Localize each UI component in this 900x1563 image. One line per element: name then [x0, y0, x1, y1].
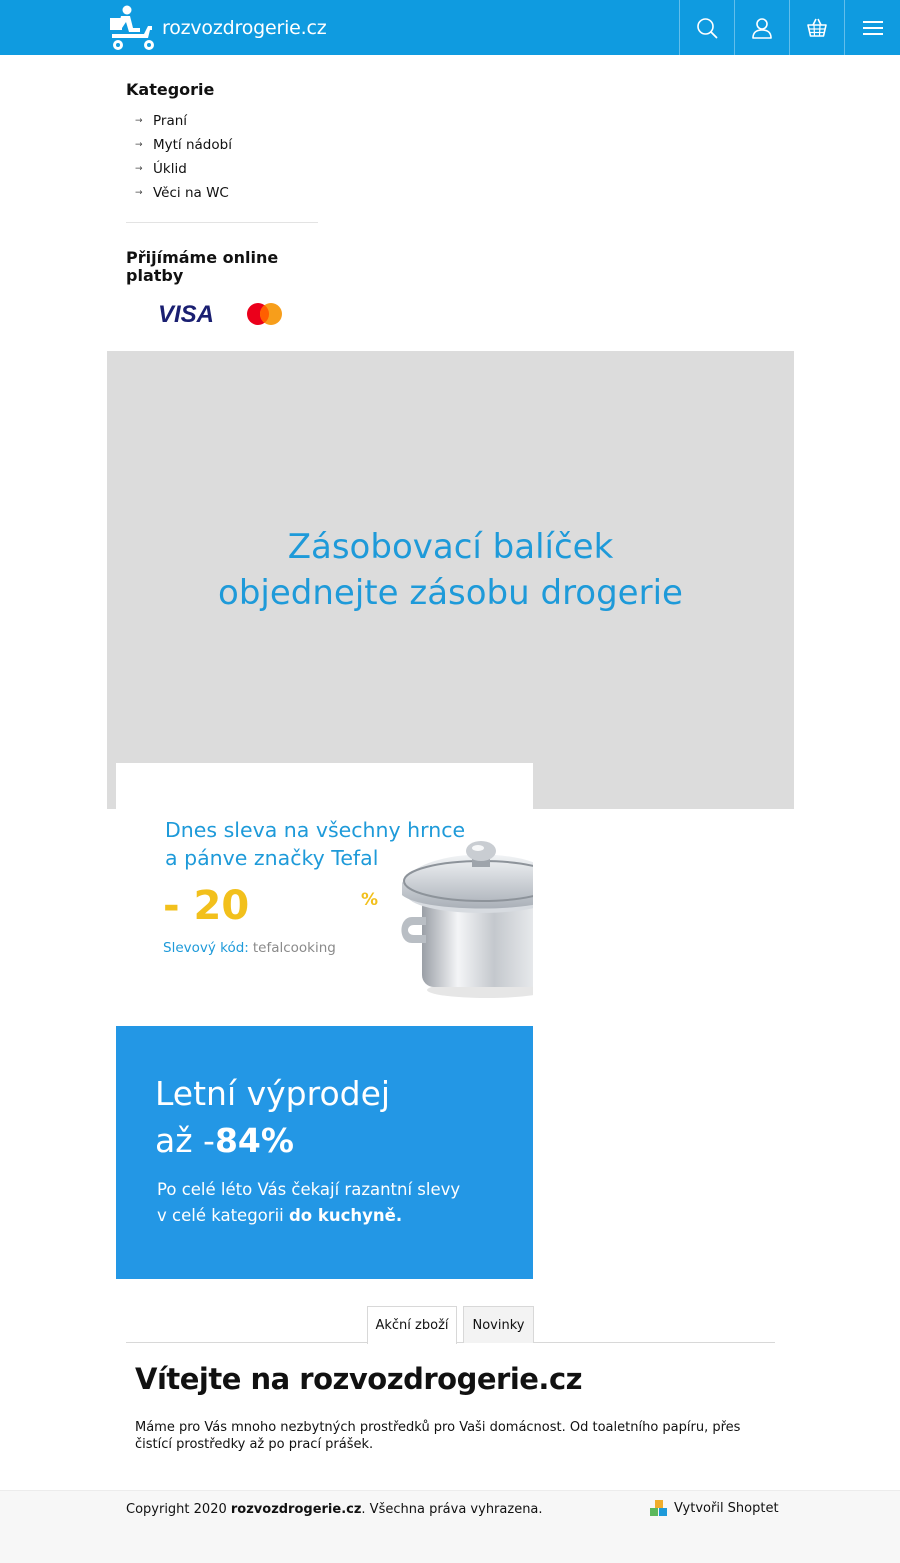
- summer-text-line2: [157, 1206, 402, 1225]
- copyright-prefix: Copyright 2020: [126, 1502, 231, 1517]
- delivery-scooter-logo-icon: [108, 4, 158, 52]
- search-icon: [696, 17, 718, 39]
- site-logo[interactable]: [108, 4, 327, 52]
- hero-subtitle: objednejte zásobu drogerie: [218, 573, 683, 613]
- copyright-suffix: . Všechna práva vyhrazena.: [361, 1502, 543, 1517]
- arrow-right-icon: →: [135, 140, 143, 150]
- mastercard-logo: [245, 302, 285, 326]
- tab-novinky[interactable]: Novinky: [463, 1306, 534, 1343]
- tefal-discount-code: [163, 940, 336, 956]
- copyright: [126, 1502, 543, 1517]
- tefal-promo-banner[interactable]: [116, 763, 533, 999]
- category-item-myti-nadobi[interactable]: [126, 133, 318, 157]
- welcome-title: Vítejte na rozvozdrogerie.cz: [135, 1362, 583, 1396]
- copyright-site: rozvozdrogerie.cz: [230, 1502, 362, 1517]
- tefal-discount: - 20: [163, 883, 250, 929]
- category-label: Věci na WC: [153, 185, 229, 201]
- summer-text-prefix: v celé kategorii: [157, 1206, 289, 1225]
- summer-title-line2: [155, 1121, 294, 1160]
- svg-text:VISA: VISA: [158, 302, 215, 324]
- hero-title: Zásobovací balíček: [287, 527, 614, 567]
- sidebar-divider: [126, 222, 318, 223]
- summer-title-line1: Letní výprodej: [155, 1074, 391, 1113]
- payment-logos: [126, 297, 318, 327]
- categories-title: Kategorie: [126, 80, 215, 99]
- summer-sale-banner[interactable]: [116, 1026, 533, 1279]
- payments-title: Přijímáme online platby: [126, 248, 279, 285]
- category-item-veci-na-wc[interactable]: [126, 181, 318, 205]
- category-label: Mytí nádobí: [153, 137, 232, 153]
- category-item-prani[interactable]: [126, 109, 318, 133]
- category-list: [126, 109, 318, 205]
- shoptet-logo-icon: [650, 1500, 667, 1517]
- arrow-right-icon: →: [135, 188, 143, 198]
- cart-button[interactable]: [789, 0, 844, 55]
- cooking-pot-image: [392, 835, 533, 999]
- arrow-right-icon: →: [135, 116, 143, 126]
- code-value: tefalcooking: [252, 940, 336, 956]
- arrow-right-icon: →: [135, 164, 143, 174]
- code-label: Slevový kód:: [163, 940, 249, 956]
- category-label: Úklid: [153, 161, 187, 177]
- hamburger-menu-icon: [863, 20, 883, 36]
- welcome-text: Máme pro Vás mnoho nezbytných prostředků pro Vaši domácnost. Od toaletního papíru, přes čistící prostředky až po prací prášek.: [135, 1420, 741, 1452]
- sidebar: [126, 80, 318, 327]
- category-label: Praní: [153, 113, 188, 129]
- site-header: [0, 0, 900, 55]
- account-button[interactable]: [734, 0, 789, 55]
- basket-icon: [806, 17, 828, 39]
- user-icon: [751, 17, 773, 39]
- summer-text-line1: Po celé léto Vás čekají razantní slevy: [157, 1180, 461, 1199]
- menu-button[interactable]: [844, 0, 900, 55]
- category-item-uklid[interactable]: [126, 157, 318, 181]
- site-footer: [0, 1490, 900, 1563]
- tab-akcni-zbozi[interactable]: Akční zboží: [367, 1306, 457, 1344]
- summer-title-percent: 84%: [214, 1121, 294, 1160]
- logo-text: rozvozdrogerie.cz: [162, 17, 327, 39]
- shoptet-credit-text: Vytvořil Shoptet: [674, 1501, 779, 1516]
- shoptet-credit-link[interactable]: [650, 1500, 779, 1517]
- visa-logo: [158, 302, 222, 324]
- hero-banner[interactable]: [107, 351, 794, 809]
- search-button[interactable]: [679, 0, 734, 55]
- tefal-title-line1: Dnes sleva na všechny hrnce: [165, 818, 466, 842]
- tefal-title-line2: a pánve značky Tefal: [165, 846, 379, 870]
- summer-title-prefix: až -: [155, 1121, 215, 1160]
- tefal-percent-sign: %: [361, 890, 379, 910]
- summer-text-bold: do kuchyně.: [288, 1206, 403, 1225]
